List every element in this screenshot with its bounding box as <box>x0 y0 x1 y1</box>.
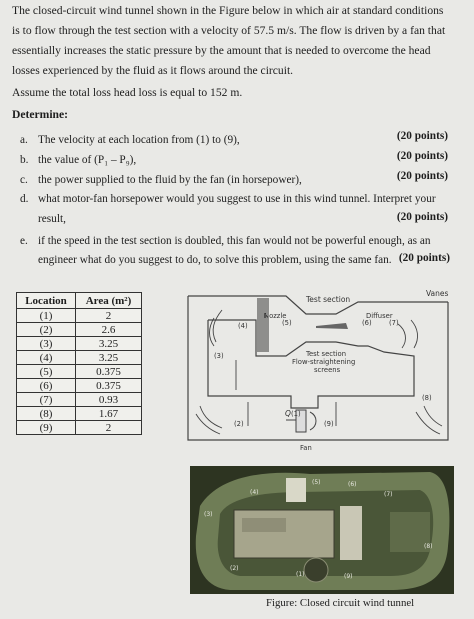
table-row <box>17 337 142 351</box>
vanes-label: Vanes <box>426 289 449 298</box>
test-section-label: Test section <box>306 295 351 304</box>
task-e-text: if the speed in the test section is doubled, this fan would not be powerful enough, as an <box>38 235 431 247</box>
photo-num-3: (3) <box>204 511 213 518</box>
location-cell: (5) <box>17 365 76 379</box>
diagram-num-5: (5) <box>282 319 292 327</box>
task-d-text: what motor-fan horsepower would you suggest to use in this wind tunnel. Interpret your <box>38 193 436 205</box>
area-table <box>16 292 142 435</box>
table-header-row <box>17 293 142 309</box>
wind-tunnel-schematic <box>186 289 456 452</box>
photo-num-2: (2) <box>230 565 239 572</box>
diagram-num-3: (3) <box>214 352 224 360</box>
diagram-num-6: (6) <box>362 319 372 327</box>
fan-blade-icon <box>310 412 316 430</box>
diagram-num-1: (1) <box>291 410 301 418</box>
table-row <box>17 365 142 379</box>
problem-line-5: Assume the total loss head loss is equal to 152 m. <box>12 86 243 99</box>
area-cell: 0.375 <box>76 379 142 393</box>
table-row <box>17 421 142 435</box>
screens-label-2: Flow-straightening <box>292 358 356 366</box>
area-cell: 3.25 <box>76 351 142 365</box>
area-cell: 2.6 <box>76 323 142 337</box>
problem-line-2: is to flow through the test section with a velocity of 57.5 m/s. The flow is driven by a fan that <box>12 24 446 37</box>
area-cell: 2 <box>76 421 142 435</box>
diffuser-label: Diffuser <box>366 312 393 320</box>
task-a-points: (20 points) <box>396 130 448 142</box>
photo-num-8: (8) <box>424 543 433 550</box>
area-header: Area (m²) <box>76 293 142 309</box>
diagram-num-9: (9) <box>324 420 334 428</box>
flow-rate-label: Q <box>285 409 291 418</box>
screens-label-3: screens <box>314 366 341 374</box>
table-row <box>17 379 142 393</box>
task-a-text: The velocity at each location from (1) to (9), <box>38 134 240 146</box>
area-cell: 3.25 <box>76 337 142 351</box>
location-cell: (1) <box>17 309 76 323</box>
photo-num-4: (4) <box>250 489 259 496</box>
table-row <box>17 407 142 421</box>
photo-num-9: (9) <box>344 573 353 580</box>
task-e-letter: e. <box>20 235 28 247</box>
photo-num-6: (6) <box>348 481 357 488</box>
area-cell: 0.93 <box>76 393 142 407</box>
task-d-text-2: result, <box>38 213 66 225</box>
location-cell: (8) <box>17 407 76 421</box>
fan-label: Fan <box>300 444 312 452</box>
task-a-letter: a. <box>20 134 28 146</box>
location-cell: (2) <box>17 323 76 337</box>
table-row <box>17 323 142 337</box>
task-d-letter: d. <box>20 193 29 205</box>
figure-caption: Figure: Closed circuit wind tunnel <box>266 597 415 609</box>
photo-num-1: (1) <box>296 571 305 578</box>
nozzle-label: Nozzle <box>264 312 287 320</box>
area-cell: 1.67 <box>76 407 142 421</box>
photo-num-7: (7) <box>384 491 393 498</box>
diagram-num-2: (2) <box>234 420 244 428</box>
task-c-letter: c. <box>20 174 28 186</box>
table-row <box>17 309 142 323</box>
table-row <box>17 393 142 407</box>
task-b-points: (20 points) <box>396 150 448 162</box>
location-cell: (4) <box>17 351 76 365</box>
task-d-points: (20 points) <box>396 211 448 223</box>
table-row <box>17 351 142 365</box>
location-cell: (7) <box>17 393 76 407</box>
task-c-points: (20 points) <box>396 170 448 182</box>
diagram-num-7: (7) <box>389 319 399 327</box>
task-c-text: the power supplied to the fluid by the fan (in horsepower), <box>38 174 302 186</box>
task-e-points: (20 points) <box>398 252 450 264</box>
determine-heading: Determine: <box>12 108 69 121</box>
location-cell: (6) <box>17 379 76 393</box>
screens-label-1: Test section <box>306 350 347 358</box>
area-cell: 0.375 <box>76 365 142 379</box>
location-cell: (9) <box>17 421 76 435</box>
location-header: Location <box>17 293 76 309</box>
problem-line-1: The closed-circuit wind tunnel shown in the Figure below in which air at standard conditions <box>12 4 444 17</box>
diagram-num-8: (8) <box>422 394 432 402</box>
problem-line-4: losses experienced by the fluid as it flows around the circuit. <box>12 64 294 77</box>
diagram-num-4: (4) <box>238 322 248 330</box>
task-b-letter: b. <box>20 154 29 166</box>
photo-num-5: (5) <box>312 479 321 486</box>
airplane-model-icon <box>316 323 348 329</box>
task-e-text-2: engineer what do you suggest to do, to solve this problem, using the same fan. <box>38 254 392 266</box>
wind-tunnel-photo <box>190 466 454 594</box>
problem-line-3: essentially increases the static pressure by the amount that is needed to overcome the head <box>12 44 431 57</box>
location-cell: (3) <box>17 337 76 351</box>
area-cell: 2 <box>76 309 142 323</box>
task-b-text: the value of (P₁ – P₉), <box>38 154 137 166</box>
